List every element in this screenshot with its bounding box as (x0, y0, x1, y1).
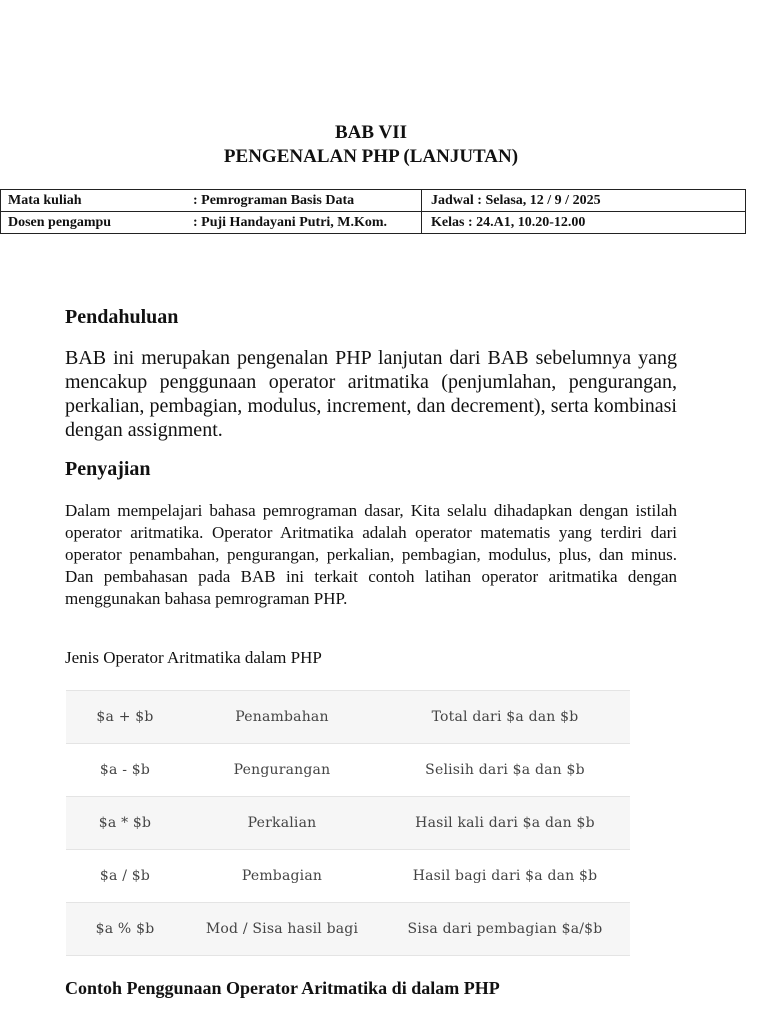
chapter-title-block (0, 121, 742, 169)
course-info-table (0, 189, 746, 234)
operator-cell: $a - $b (66, 744, 184, 797)
operator-desc-cell: Hasil kali dari $a dan $b (380, 797, 630, 850)
table-row (66, 850, 630, 903)
operator-cell: $a + $b (66, 691, 184, 744)
table-row (66, 903, 630, 956)
class-value: Kelas : 24.A1, 10.20-12.00 (422, 212, 746, 234)
course-label: Mata kuliah (1, 190, 187, 212)
operator-cell: $a * $b (66, 797, 184, 850)
operator-cell: $a % $b (66, 903, 184, 956)
chapter-title: PENGENALAN PHP (LANJUTAN) (223, 146, 519, 167)
section-heading-contoh: Contoh Penggunaan Operator Aritmatika di dalam PHP (65, 978, 500, 998)
section-heading-penyajian: Penyajian (65, 458, 151, 480)
penyajian-paragraph: Dalam mempelajari bahasa pemrograman dasar, Kita selalu dihadapkan dengan istilah operator aritmatika. Operator Aritmatika adalah operator matematis yang terdiri dari operator penambahan, pengurangan, perkalian, pembagian, modulus, plus, dan minus. Dan pembahasan pada BAB ini terkait contoh latihan operator aritmatika dengan menggunakan bahasa pemrograman PHP. (65, 501, 677, 608)
operator-cell: $a / $b (66, 850, 184, 903)
lecturer-label: Dosen pengampu (1, 212, 187, 234)
section-heading-pendahuluan: Pendahuluan (65, 306, 179, 328)
course-value: : Pemrograman Basis Data (186, 190, 422, 212)
table-row (66, 797, 630, 850)
lecturer-value: : Puji Handayani Putri, M.Kom. (186, 212, 422, 234)
operator-name-cell: Pembagian (184, 850, 380, 903)
schedule-value: Jadwal : Selasa, 12 / 9 / 2025 (422, 190, 746, 212)
operator-table-caption: Jenis Operator Aritmatika dalam PHP (65, 648, 322, 667)
operator-desc-cell: Hasil bagi dari $a dan $b (380, 850, 630, 903)
chapter-number: BAB VII (335, 122, 407, 143)
operator-table (66, 690, 630, 956)
table-row (66, 691, 630, 744)
operator-name-cell: Pengurangan (184, 744, 380, 797)
course-info-row (1, 190, 746, 212)
operator-name-cell: Perkalian (184, 797, 380, 850)
operator-desc-cell: Selisih dari $a dan $b (380, 744, 630, 797)
intro-paragraph: BAB ini merupakan pengenalan PHP lanjutan dari BAB sebelumnya yang mencakup penggunaan operator aritmatika (penjumlahan, pengurangan, perkalian, pembagian, modulus, increment, dan decrement), serta kombinasi dengan assignment. (65, 347, 677, 441)
table-row (66, 744, 630, 797)
operator-name-cell: Mod / Sisa hasil bagi (184, 903, 380, 956)
operator-desc-cell: Total dari $a dan $b (380, 691, 630, 744)
operator-name-cell: Penambahan (184, 691, 380, 744)
lecturer-info-row (1, 212, 746, 234)
operator-desc-cell: Sisa dari pembagian $a/$b (380, 903, 630, 956)
